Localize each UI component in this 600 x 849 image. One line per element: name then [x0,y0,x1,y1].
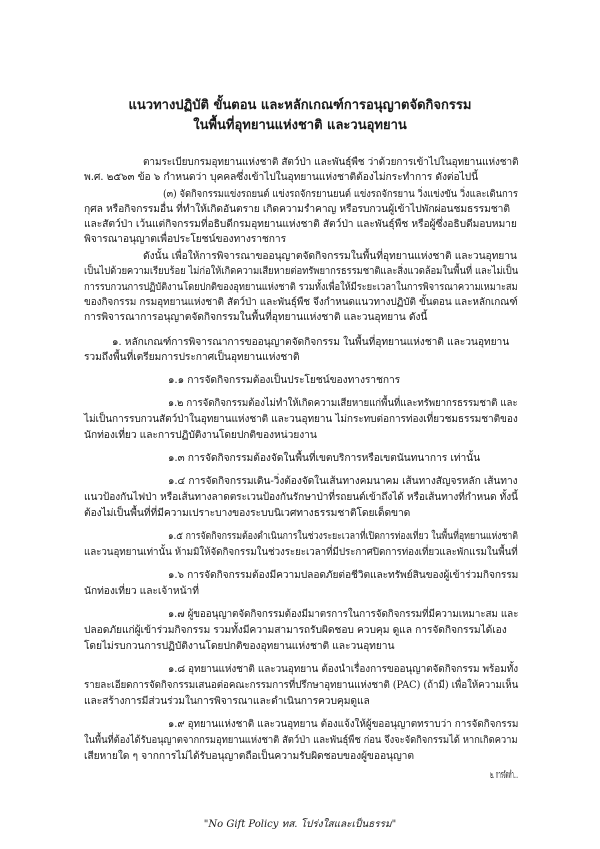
body-line: กุศล หรือกิจกรรมอื่น ที่ทำให้เกิดอันตราย เกิดความรำคาญ หรือรบกวนผู้เข้าไปพักผ่อนชมธรรมชาติ [84,203,510,215]
body-line: นักท่องเที่ยว และการปฏิบัติงานโดยปกติของหน่วยงาน [84,429,317,441]
body-line: ในพื้นที่ต้องได้รับอนุญาตจากกรมอุทยานแห่งชาติ สัตว์ป่า และพันธุ์พืช ก่อน จึงจะจัดกิจกรรมได้ หากเกิดความ [84,734,518,746]
body-line: (๓) จัดกิจกรรมแข่งรถยนต์ แข่งรถจักรยานยนต์ แข่งรถจักรยาน วิ่งแข่งขัน วิ่งและเดินการ [163,188,518,200]
criteria-item: ๑.๗ ผู้ขออนุญาตจัดกิจกรรมต้องมีมาตรการในการจัดกิจกรรมที่มีความเหมาะสม และ [168,608,519,620]
footer-slogan: "No Gift Policy ทส. โปร่งใสและเป็นธรรม" [203,819,397,830]
body-line: นักท่องเที่ยว และเจ้าหน้าที่ [84,585,199,597]
body-line: พิจารณาอนุญาตเพื่อประโยชน์ของทางราชการ [84,233,287,245]
body-line: โดยไม่รบกวนการปฏิบัติงานโดยปกติของอุทยานแห่งชาติ และวนอุทยาน [84,640,395,652]
body-line: และสัตว์ป่า เว้นแต่กิจกรรมที่อธิบดีกรมอุทยานแห่งชาติ สัตว์ป่า และพันธุ์พืช หรือผู้ซึ่งอธิบดีมอบหมาย [84,218,517,230]
continuation-marker: ๒. การจัดทำ... [490,769,518,781]
document-title-line-2: ในพื้นที่อุทยานแห่งชาติ และวนอุทยาน [193,118,407,133]
section-heading: ๑. หลักเกณฑ์การพิจารณาการขออนุญาตจัดกิจกรรม ในพื้นที่อุทยานแห่งชาติ และวนอุทยาน [112,336,510,348]
body-line: ปลอดภัยแก่ผู้เข้าร่วมกิจกรรม รวมทั้งมีความสามารถรับผิดชอบ ควบคุม ดูแล การจัดกิจกรรมได้เอง [84,624,507,636]
body-line: แนวป้องกันไฟป่า หรือเส้นทางลาดตระเวนป้องกันรักษาป่าที่รถยนต์เข้าถึงได้ หรือเส้นทางที่กำหนด ทั้งนี้ [84,491,518,503]
criteria-item: ๑.๔ การจัดกิจกรรมเดิน-วิ่งต้องจัดในเส้นทางคมนาคม เส้นทางสัญจรหลัก เส้นทาง [168,475,518,487]
body-line: ดังนั้น เพื่อให้การพิจารณาขออนุญาตจัดกิจกรรมในพื้นที่อุทยานแห่งชาติ และวนอุทยาน [143,250,517,262]
criteria-item: ๑.๒ การจัดกิจกรรมต้องไม่ทำให้เกิดความเสียหายแก่พื้นที่และทรัพยากรธรรมชาติ และ [168,397,518,409]
criteria-item: ๑.๖ การจัดกิจกรรมต้องมีความปลอดภัยต่อชีวิตและทรัพย์สินของผู้เข้าร่วมกิจกรรม [168,569,519,581]
body-line: การรบกวนการปฏิบัติงานโดยปกติของอุทยานแห่งชาติ รวมทั้งเพื่อให้มีระยะเวลาในการพิจารณาความเหมาะสม [84,281,518,293]
body-line: ไม่เป็นการรบกวนสัตว์ป่าในอุทยานแห่งชาติ และวนอุทยาน ไม่กระทบต่อการท่องเที่ยวชมธรรมชาติของ [84,413,518,425]
body-line: รวมถึงพื้นที่เตรียมการประกาศเป็นอุทยานแห่งชาติ [84,351,300,363]
body-line: และสร้างการมีส่วนร่วมในการพิจารณาและดำเนินการควบคุมดูแล [84,695,370,707]
criteria-item: ๑.๘ อุทยานแห่งชาติ และวนอุทยาน ต้องนำเรื่องการขออนุญาตจัดกิจกรรม พร้อมทั้ง [168,663,519,675]
criteria-item: ๑.๑ การจัดกิจกรรมต้องเป็นประโยชน์ของทางราชการ [168,374,401,386]
body-line: และวนอุทยานเท่านั้น ห้ามมิให้จัดกิจกรรมในช่วงระยะเวลาที่มีประกาศปิดการท่องเที่ยวและพักแรมในพื้นที่ [84,546,518,558]
body-line: เป็นไปด้วยความเรียบร้อย ไม่ก่อให้เกิดความเสียหายต่อทรัพยากรธรรมชาติและสิ่งแวดล้อมในพื้นที่ และไม่เป็น [84,265,519,277]
body-line: การพิจารณาการอนุญาตจัดกิจกรรมในพื้นที่อุทยานแห่งชาติ และวนอุทยาน ดังนี้ [84,311,428,323]
body-line: ต้องไม่เป็นพื้นที่ที่มีความเปราะบางของระบบนิเวศทางธรรมชาติโดยเด็ดขาด [84,507,411,519]
document-title-line-1: แนวทางปฏิบัติ ขั้นตอน และหลักเกณฑ์การอนุญาตจัดกิจกรรม [128,98,472,113]
criteria-item: ๑.๓ การจัดกิจกรรมต้องจัดในพื้นที่เขตบริการหรือเขตนันทนาการ เท่านั้น [168,452,481,464]
body-line: รายละเอียดการจัดกิจกรรมเสนอต่อคณะกรรมการที่ปรึกษาอุทยานแห่งชาติ (PAC) (ถ้ามี) เพื่อให้ความเห็น [84,679,519,691]
body-line: ของกิจกรรม กรมอุทยานแห่งชาติ สัตว์ป่า และพันธุ์พืช จึงกำหนดแนวทางปฏิบัติ ขั้นตอน และหลักเกณฑ์ [84,296,518,308]
criteria-item: ๑.๕ การจัดกิจกรรมต้องดำเนินการในช่วงระยะเวลาที่เปิดการท่องเที่ยว ในพื้นที่อุทยานแห่งชาติ [168,530,518,542]
body-line: พ.ศ. ๒๕๖๓ ข้อ ๖ กำหนดว่า บุคคลซึ่งเข้าไปในอุทยานแห่งชาติต้องไม่กระทำการ ดังต่อไปนี้ [84,171,479,183]
body-line: ตามระเบียบกรมอุทยานแห่งชาติ สัตว์ป่า และพันธุ์พืช ว่าด้วยการเข้าไปในอุทยานแห่งชาติ [143,156,519,168]
body-line: เสียหายใด ๆ จากการไม่ได้รับอนุญาตถือเป็นความรับผิดชอบของผู้ขออนุญาต [84,750,414,762]
criteria-item: ๑.๙ อุทยานแห่งชาติ และวนอุทยาน ต้องแจ้งให้ผู้ขออนุญาตทราบว่า การจัดกิจกรรม [168,718,519,730]
